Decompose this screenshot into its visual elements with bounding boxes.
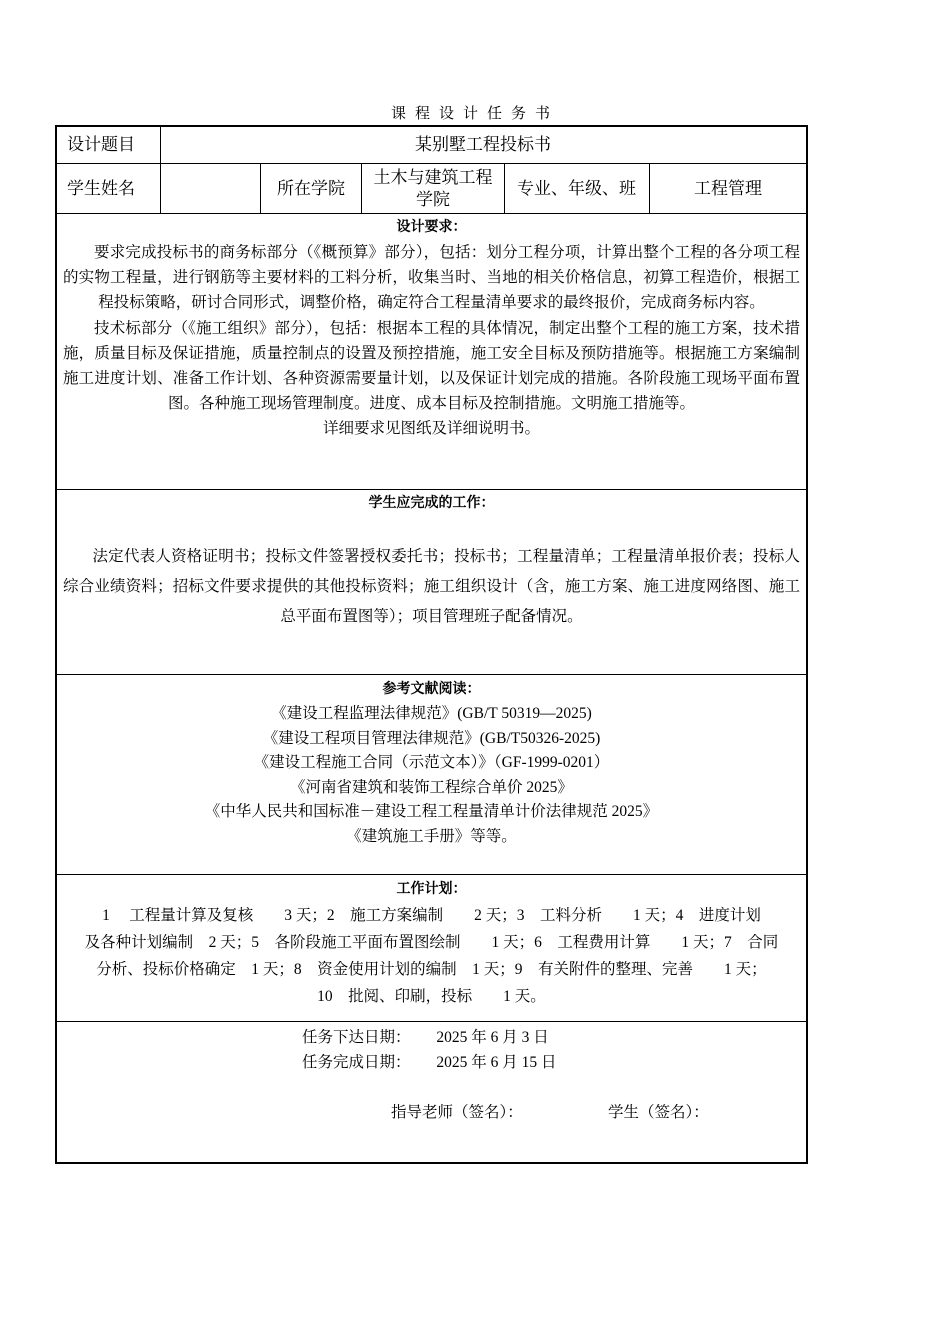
finish-date-label: 任务完成日期： (302, 1054, 411, 1071)
requirements-paragraph-2: 技术标部分（《施工组织》部分），包括：根据本工程的具体情况，制定出整个工程的施工方案，技术措施，质量目标及保证措施，质量控制点的设置及预控措施，施工安全目标及预防措施等。根据施工方案编制施工进度计划、准备工作计划、各种资源需要量计划，以及保证计划完成的措施。各阶段施工现场平面布置图。各种施工现场管理制度。进度、成本目标及控制措施。文明施工措施等。 (63, 320, 800, 412)
plan-line: 及各种计划编制 2 天；5 各阶段施工平面布置图绘制 1 天；6 工程费用计算 1 天；7 合同 (84, 934, 779, 951)
issue-date-row (302, 1025, 549, 1047)
reference-item: 《中华人民共和国标准－建设工程工程量清单计价法律规范 2025》 (204, 803, 659, 820)
plan-heading: 工作计划： (396, 881, 467, 897)
design-requirements-section (63, 215, 800, 441)
college-value: 土木与建筑工程学院 (373, 167, 493, 209)
major-label: 专业、年级、班 (517, 178, 636, 198)
task-form (55, 125, 808, 1164)
plan-line: 10 批阅、印刷，投标 1 天。 (317, 988, 546, 1005)
work-heading: 学生应完成的工作： (368, 495, 495, 511)
references-section (63, 677, 800, 849)
issue-date-value: 2025 年 6 月 3 日 (436, 1029, 549, 1046)
reference-item: 《建筑施工手册》等等。 (346, 827, 517, 845)
requirements-heading: 设计要求： (396, 219, 467, 235)
finish-date-row (302, 1050, 557, 1072)
college-label: 所在学院 (277, 178, 345, 198)
reference-item: 《建设工程项目管理法律规范》(GB/T50326-2025) (262, 729, 601, 747)
topic-label: 设计题目 (67, 135, 135, 154)
reference-item: 《建设工程施工合同（示范文本）》（GF-1999-0201） (253, 754, 610, 771)
reference-item: 《河南省建筑和装饰工程综合单价 2025》 (290, 778, 573, 796)
references-heading: 参考文献阅读： (382, 681, 481, 697)
student-label: 学生姓名 (67, 178, 135, 198)
reference-item: 《建设工程监理法律规范》(GB/T 50319—2025) (271, 705, 592, 722)
major-value: 工程管理 (694, 178, 762, 198)
finish-date-value: 2025 年 6 月 15 日 (436, 1054, 557, 1071)
teacher-signature: 指导老师（签名）： (391, 1104, 523, 1121)
work-paragraph: 法定代表人资格证明书；投标文件签署授权委托书；投标书；工程量清单；工程量清单报价表；投标人综合业绩资料；招标文件要求提供的其他投标资料；施工组织设计（含，施工方案、施工进度网络图、施工总平面布置图等）；项目管理班子配备情况。 (63, 548, 800, 625)
plan-line: 1 工程量计算及复核 3 天；2 施工方案编制 2 天；3 工料分析 1 天；4 进度计划 (102, 907, 761, 924)
student-value (160, 164, 261, 213)
student-work-section (63, 491, 800, 632)
requirements-paragraph-1: 要求完成投标书的商务标部分（《概预算》部分），包括：划分工程分项，计算出整个工程的各分项工程的实物工程量，进行钢筋等主要材料的工料分析，收集当时、当地的相关价格信息，初算工程造价，根据工程投标策略，研讨合同形式，调整价格，确定符合工程量清单要求的最终报价，完成商务标内容。 (63, 244, 800, 311)
requirements-paragraph-3: 详细要求见图纸及详细说明书。 (322, 420, 540, 437)
issue-date-label: 任务下达日期： (302, 1029, 411, 1046)
work-plan-section (63, 877, 800, 1010)
topic-value: 某别墅工程投标书 (415, 135, 551, 154)
plan-line: 分析、投标价格确定 1 天；8 资金使用计划的编制 1 天；9 有关附件的整理、完善 1 天； (96, 961, 767, 978)
document-title: 课程设计任务书 (390, 106, 559, 122)
student-signature: 学生（签名）： (608, 1104, 709, 1121)
